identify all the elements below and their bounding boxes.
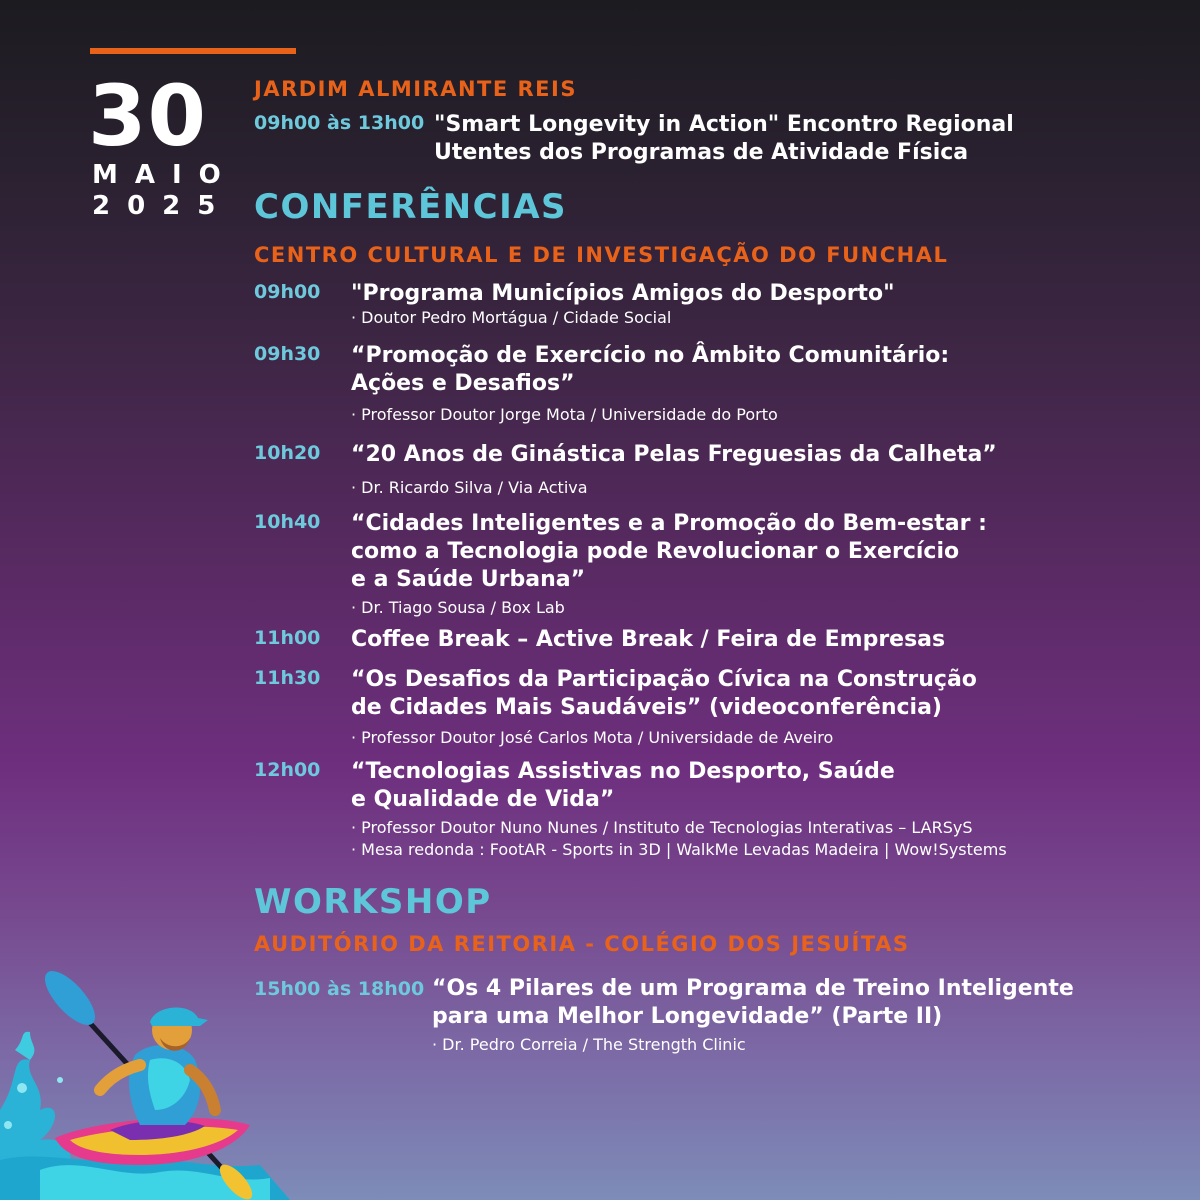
- session-speaker: · Dr. Ricardo Silva / Via Activa: [351, 478, 588, 497]
- opening-title: "Smart Longevity in Action" Encontro Regional Utentes dos Programas de Atividade Física: [434, 112, 1014, 165]
- session-speaker: · Mesa redonda : FootAR - Sports in 3D | WalkMe Levadas Madeira | Wow!Systems: [351, 840, 1007, 859]
- session-time: 11h30: [254, 667, 321, 689]
- session-title: Coffee Break – Active Break / Feira de Empresas: [351, 627, 946, 652]
- session-title: “Promoção de Exercício no Âmbito Comunitário: Ações e Desafios”: [351, 343, 950, 396]
- opening-venue: JARDIM ALMIRANTE REIS: [254, 77, 577, 101]
- accent-bar: [90, 48, 296, 54]
- workshop-title: “Os 4 Pilares de um Programa de Treino Inteligente para uma Melhor Longevidade” (Parte II): [432, 976, 1074, 1029]
- session-speaker: · Doutor Pedro Mortágua / Cidade Social: [351, 308, 672, 327]
- workshop-time: 15h00 às 18h00: [254, 978, 425, 1000]
- session-title: “Os Desafios da Participação Cívica na Construção de Cidades Mais Saudáveis” (videoconferência): [351, 667, 977, 720]
- session-speaker: · Professor Doutor José Carlos Mota / Universidade de Aveiro: [351, 728, 834, 747]
- date-month: MAIO: [92, 160, 238, 190]
- session-title: "Programa Municípios Amigos do Desporto": [351, 281, 895, 306]
- session-title: “20 Anos de Ginástica Pelas Freguesias da Calheta”: [351, 442, 997, 467]
- workshop-speaker: · Dr. Pedro Correia / The Strength Clinic: [432, 1035, 746, 1054]
- date-day: 30: [88, 67, 207, 165]
- session-time: 10h20: [254, 442, 321, 464]
- workshop-heading: WORKSHOP: [254, 882, 492, 922]
- workshop-venue: AUDITÓRIO DA REITORIA - COLÉGIO DOS JESUÍTAS: [254, 932, 910, 956]
- session-speaker: · Dr. Tiago Sousa / Box Lab: [351, 598, 565, 617]
- session-speaker: · Professor Doutor Nuno Nunes / Instituto de Tecnologias Interativas – LARSyS: [351, 818, 973, 837]
- session-speaker: · Professor Doutor Jorge Mota / Universidade do Porto: [351, 405, 778, 424]
- session-time: 12h00: [254, 759, 321, 781]
- kayaker-icon: [0, 960, 290, 1200]
- conferences-venue: CENTRO CULTURAL E DE INVESTIGAÇÃO DO FUNCHAL: [254, 243, 949, 267]
- session-title: “Cidades Inteligentes e a Promoção do Bem-estar : como a Tecnologia pode Revolucionar o Exercício e a Saúde Urbana”: [351, 511, 987, 592]
- conferences-heading: CONFERÊNCIAS: [254, 187, 568, 227]
- session-time: 09h30: [254, 343, 321, 365]
- date-year: 2025: [92, 191, 233, 221]
- session-title: “Tecnologias Assistivas no Desporto, Saúde e Qualidade de Vida”: [351, 759, 895, 812]
- session-time: 10h40: [254, 511, 321, 533]
- opening-time: 09h00 às 13h00: [254, 112, 425, 134]
- session-time: 09h00: [254, 281, 321, 303]
- session-time: 11h00: [254, 627, 321, 649]
